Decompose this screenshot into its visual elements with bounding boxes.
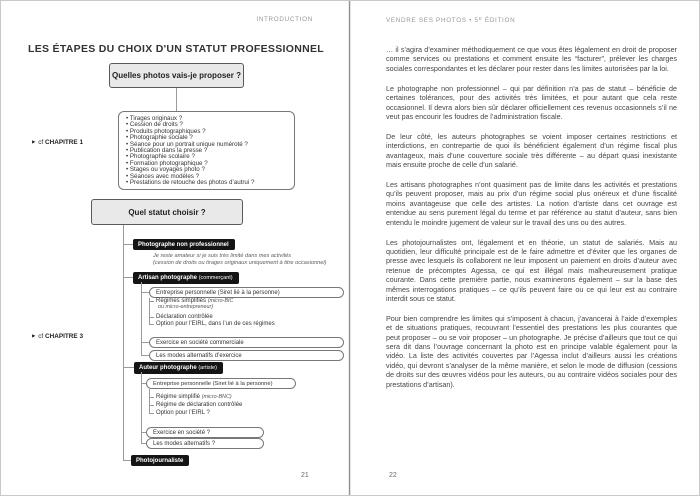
- flowchart-question-statut-box: [91, 199, 243, 225]
- list-item: • Publication dans la presse ?: [126, 148, 290, 154]
- list-item: • Produits photographiques ?: [126, 129, 290, 135]
- paragraph: De leur côté, les auteurs photographes se voient imposer certaines restrictions et interdictions, en contrepartie de quoi ils bénéficient également d’un régime fiscal plus avantageux, mais d’une couverture sociale très différente – au départ quasi inexistante mais ensuite proche de celle d’un salarié.: [386, 131, 677, 170]
- chapter-ref-label: CHAPITRE 1: [45, 139, 83, 146]
- flowchart-question-photos-label: Quelles photos vais-je proposer ?: [112, 71, 241, 80]
- box-label: Les modes alternatifs d’exercice: [156, 352, 242, 359]
- connector-line: [149, 298, 150, 325]
- running-head-left: INTRODUCTION: [256, 16, 313, 23]
- chapter-ref-prefix: cf: [38, 333, 44, 340]
- list-item: • Photographie scolaire ?: [126, 154, 290, 160]
- auteur-entreprise-box: [146, 378, 296, 389]
- chapter-ref-prefix: cf: [38, 139, 44, 146]
- connector-line: [123, 277, 133, 278]
- connector-line: [149, 413, 154, 414]
- running-head-text: ÉDITION: [482, 17, 516, 24]
- item-detail: (micro-BNC): [201, 394, 232, 400]
- artisan-item-option-eirl: Option pour l’EIRL, dans l’un de ces régimes: [156, 321, 275, 327]
- connector-line: [141, 342, 149, 343]
- connector-line: [123, 367, 134, 368]
- status-bar-label: Auteur photographe: [139, 364, 197, 371]
- photo-types-box: [118, 111, 295, 190]
- photo-types-list: [126, 116, 290, 186]
- page-title: LES ÉTAPES DU CHOIX D'UN STATUT PROFESSIONNEL: [27, 43, 324, 55]
- paragraph: Pour bien comprendre les limites qui s’imposent à chacun, j’avancerai à l’aide d’exemples et de situations pratiques, recouvrant l’essentiel des prestations les plus courantes que peut proposer – ou se voir proposer – un photographe. Je précise d’ailleurs que tout ce qui sera dit dans l’ouvrage concernant la photo est en principe valable également pour la vidéo. La liste des activités couvertes par l’Agessa inclut d’ailleurs aussi les créations vidéo, qui devront s’analyser de la même manière, et selon le mode de diffusion (cessions de droits sur des œuvres vidéos pour les auteurs, ou au contraire vidéos sociales pour des prestations d’artisan).: [386, 313, 677, 389]
- status-bar-label: Artisan photographe: [138, 274, 198, 281]
- list-item: • Séances avec modèles ?: [126, 174, 290, 180]
- status-bar-suffix: (commerçant): [198, 274, 233, 281]
- status-bar-artisan: [133, 272, 239, 284]
- connector-line: [123, 225, 124, 460]
- box-label: Exercice en société commerciale: [156, 339, 244, 346]
- status-bar-suffix: (artiste): [198, 364, 217, 371]
- connector-line: [149, 405, 154, 406]
- box-label: Exercice en société ?: [153, 429, 211, 436]
- status-bar-non-professionnel: [133, 239, 235, 250]
- artisan-item-declaration: Déclaration contrôlée: [156, 314, 213, 320]
- running-head-right: [386, 16, 515, 24]
- connector-line: [176, 88, 177, 111]
- box-label: Entreprise personnelle (Siret lié à la personne): [156, 289, 280, 296]
- connector-line: [149, 301, 154, 302]
- paragraph: Le photographe non professionnel – qui par définition n’a pas de statut – bénéficie de certaines tolérances, pour des activités très limitées, et pour autant que cela reste occasionnel. Il devra alors bien sûr déclarer officiellement ces revenus occasionnels s’il ne veut pas encourir les foudres de l’administration fiscale.: [386, 83, 677, 121]
- connector-line: [123, 244, 133, 245]
- chapter-ref-label: CHAPITRE 3: [45, 333, 83, 340]
- non-pro-note-line2: (cession de droits ou tirages originaux uniquement à titre occasionnel): [153, 259, 327, 266]
- item-label: Régimes simplifiés: [156, 298, 207, 304]
- artisan-modes-box: [149, 350, 344, 361]
- auteur-societe-box: [146, 427, 264, 438]
- non-pro-note: [153, 253, 327, 267]
- list-item: • Cession de droits ?: [126, 122, 290, 128]
- status-bar-label: Photographe non professionnel: [138, 241, 229, 248]
- flowchart-question-photos-box: [109, 63, 244, 88]
- list-item: • Formation photographique ?: [126, 161, 290, 167]
- artisan-entreprise-box: [149, 287, 344, 298]
- page-number-right: 22: [389, 472, 397, 479]
- artisan-societe-box: [149, 337, 344, 348]
- item-label: Régime simplifié: [156, 394, 201, 400]
- list-item: • Stages ou voyages photo ?: [126, 167, 290, 173]
- chapter-arrow-icon: ►: [31, 333, 37, 340]
- list-item: • Prestations de retouche des photos d’autrui ?: [126, 180, 290, 186]
- list-item: • Photographie sociale ?: [126, 135, 290, 141]
- paragraph: Les photojournalistes ont, légalement et en théorie, un statut de salariés. Mais au quotidien, leur difficulté principale est de le faire admettre et d’éviter que les organes de presse avec lesquels ils collaborent ne leur imposent un paiement en droits d’auteur avec retenue de précomptes Agessa, ce qui est illégal mais malheureusement pratique courante. Dans cette première partie, nous examinerons également – sur la base des mêmes interrogations pratiques – ce qu’ils peuvent faire ou ce qui leur est au contraire interdit sous ce statut.: [386, 237, 677, 303]
- auteur-modes-box: [146, 438, 264, 449]
- connector-line: [141, 292, 149, 293]
- list-item: • Tirages originaux ?: [126, 116, 290, 122]
- item-detail: (micro-BIC: [207, 298, 234, 304]
- box-label: Les modes alternatifs ?: [153, 440, 216, 447]
- connector-line: [149, 389, 150, 413]
- connector-line: [149, 317, 154, 318]
- page-number-left: 21: [301, 472, 309, 479]
- box-label: Entreprise personnelle (Siret lié à la personne): [153, 380, 273, 387]
- non-pro-note-line1: Je reste amateur si je suis très limité dans mes activités: [153, 253, 292, 259]
- status-bar-photojournaliste: [131, 455, 189, 466]
- running-head-superscript: E: [478, 16, 483, 21]
- auteur-item-option-eirl: Option pour l’EIRL ?: [156, 410, 210, 416]
- list-item: • Séance pour un portrait unique numéroté ?: [126, 142, 290, 148]
- body-text: [386, 45, 677, 400]
- auteur-item-declaration: Régime de déclaration contrôlée: [156, 402, 243, 408]
- chapter-ref-1: [31, 139, 83, 146]
- paragraph: … il s’agira d’examiner méthodiquement ce que vous êtes légalement en droit de proposer comme services ou prestations et comment ensuite les “facturer”, prélever les charges sociales correspondantes et les déclarer pour rester dans les limites autorisées par la loi.: [386, 45, 677, 73]
- paragraph: Les artisans photographes n’ont quasiment pas de limite dans les activités et prestations qu’ils peuvent proposer, mais au prix d’un régime social plus onéreux et d’une fiscalité moins avantageuse que celle des artistes. La notion d’artiste dans cet ouvrage est entendue au sens purement légal du terme et par référence au statut d’auteur, sans bien entendu le moindre jugement de valeur sur le travail des uns ou des autres.: [386, 179, 677, 227]
- connector-line: [141, 355, 149, 356]
- chapter-arrow-icon: ►: [31, 139, 37, 146]
- page-spine-divider: [349, 1, 350, 496]
- connector-line: [149, 324, 154, 325]
- chapter-ref-3: [31, 333, 83, 340]
- running-head-text: VENDRE SES PHOTOS • 5: [386, 17, 479, 24]
- connector-line: [123, 460, 131, 461]
- auteur-item-regime-simplifie: [156, 394, 232, 400]
- flowchart-question-statut-label: Quel statut choisir ?: [128, 207, 206, 217]
- status-bar-label: Photojournaliste: [136, 457, 184, 464]
- connector-line: [149, 397, 154, 398]
- artisan-item-regimes-detail2: ou micro-entrepreneur): [158, 304, 214, 310]
- status-bar-auteur: [134, 362, 223, 374]
